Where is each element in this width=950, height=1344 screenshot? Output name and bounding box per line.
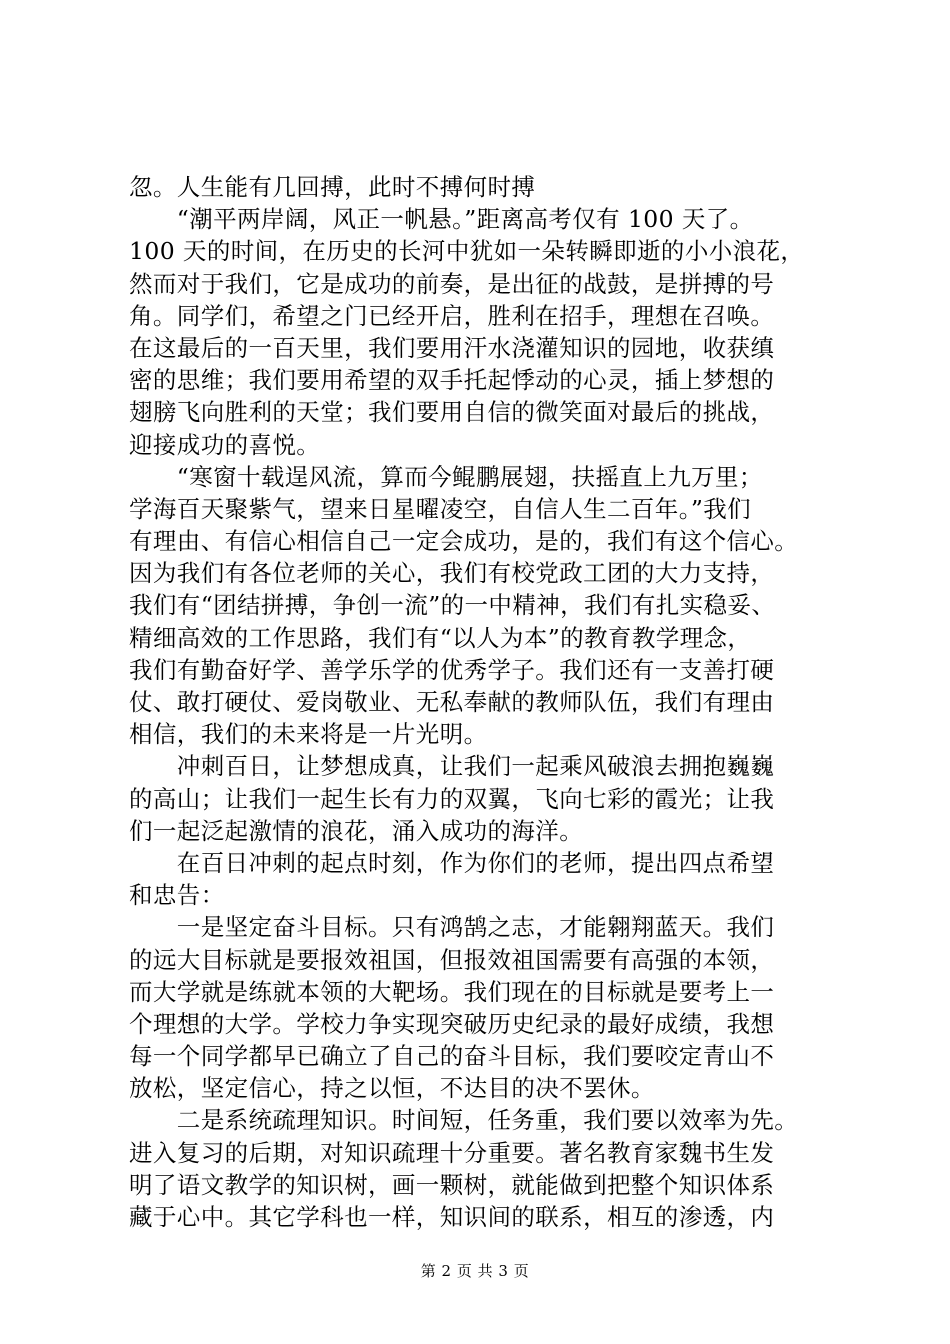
text-line: 学海百天聚紫气，望来日星曜凌空，自信人生二百年。”我们 bbox=[129, 494, 752, 523]
text-line: 仗、敢打硬仗、爱岗敬业、无私奉献的教师队伍，我们有理由 bbox=[129, 688, 775, 716]
text-line: 我们有勤奋好学、善学乐学的优秀学子。我们还有一支善打硬 bbox=[129, 655, 775, 684]
body-text bbox=[129, 171, 829, 1233]
text-line: 藏于心中。其它学科也一样，知识间的联系，相互的渗透，内 bbox=[129, 1203, 775, 1231]
text-line: 因为我们有各位老师的关心，我们有校党政工团的大力支持， bbox=[129, 559, 775, 588]
text-line: 忽。人生能有几回搏，此时不搏何时搏 bbox=[129, 173, 536, 201]
text-line: 明了语文教学的知识树，画一颗树，就能做到把整个知识体系 bbox=[129, 1170, 775, 1199]
text-line: “寒窗十载逞风流，算而今鲲鹏展翅，扶摇直上九万里； bbox=[129, 462, 763, 491]
text-line: 每一个同学都早已确立了自己的奋斗目标，我们要咬定青山不 bbox=[129, 1042, 775, 1071]
text-line: 个理想的大学。学校力争实现突破历史纪录的最好成绩，我想 bbox=[129, 1009, 775, 1038]
text-line: 放松，坚定信心，持之以恒，不达目的决不罢休。 bbox=[129, 1074, 655, 1103]
text-line: 在这最后的一百天里，我们要用汗水浇灌知识的园地，收获缜 bbox=[129, 333, 775, 362]
text-line: 的远大目标就是要报效祖国，但报效祖国需要有高强的本领， bbox=[129, 945, 775, 974]
text-line: 精细高效的工作思路，我们有“以人为本”的教育教学理念， bbox=[129, 623, 752, 652]
text-line: 密的思维；我们要用希望的双手托起悸动的心灵，插上梦想的 bbox=[129, 366, 775, 395]
text-line: “潮平两岸阔，风正一帆悬。”距离高考仅有 100 天了。 bbox=[129, 205, 754, 234]
text-line: 二是系统疏理知识。时间短，任务重，我们要以效率为先。 bbox=[129, 1106, 799, 1135]
page-footer: 第 2 页 共 3 页 bbox=[420, 1262, 530, 1280]
text-line: 们一起泛起激情的浪花，涌入成功的海洋。 bbox=[129, 816, 584, 845]
text-line: 100 天的时间，在历史的长河中犹如一朵转瞬即逝的小小浪花， bbox=[129, 237, 805, 266]
text-line: 在百日冲刺的起点时刻，作为你们的老师，提出四点希望 bbox=[129, 848, 775, 877]
text-line: 一是坚定奋斗目标。只有鸿鹄之志，才能翱翔蓝天。我们 bbox=[129, 913, 775, 942]
text-line: 相信，我们的未来将是一片光明。 bbox=[129, 720, 488, 749]
text-line: 而大学就是练就本领的大靶场。我们现在的目标就是要考上一 bbox=[129, 977, 775, 1006]
text-line: 有理由、有信心相信自己一定会成功，是的，我们有这个信心。 bbox=[129, 527, 799, 556]
text-line: 的高山；让我们一起生长有力的双翼，飞向七彩的霞光；让我 bbox=[129, 784, 775, 813]
text-line: 和忠告： bbox=[129, 881, 225, 910]
text-line: 进入复习的后期，对知识疏理十分重要。著名教育家魏书生发 bbox=[129, 1138, 775, 1167]
text-line: 然而对于我们，它是成功的前奏，是出征的战鼓，是拼搏的号 bbox=[129, 269, 775, 298]
text-line: 翅膀飞向胜利的天堂；我们要用自信的微笑面对最后的挑战， bbox=[129, 398, 775, 427]
text-line: 角。同学们，希望之门已经开启，胜利在招手，理想在召唤。 bbox=[129, 301, 775, 330]
text-line: 迎接成功的喜悦。 bbox=[129, 430, 321, 459]
text-line: 冲刺百日，让梦想成真，让我们一起乘风破浪去拥抱巍巍 bbox=[129, 752, 775, 781]
text-line: 我们有“团结拼搏，争创一流”的一中精神，我们有扎实稳妥、 bbox=[129, 591, 776, 620]
